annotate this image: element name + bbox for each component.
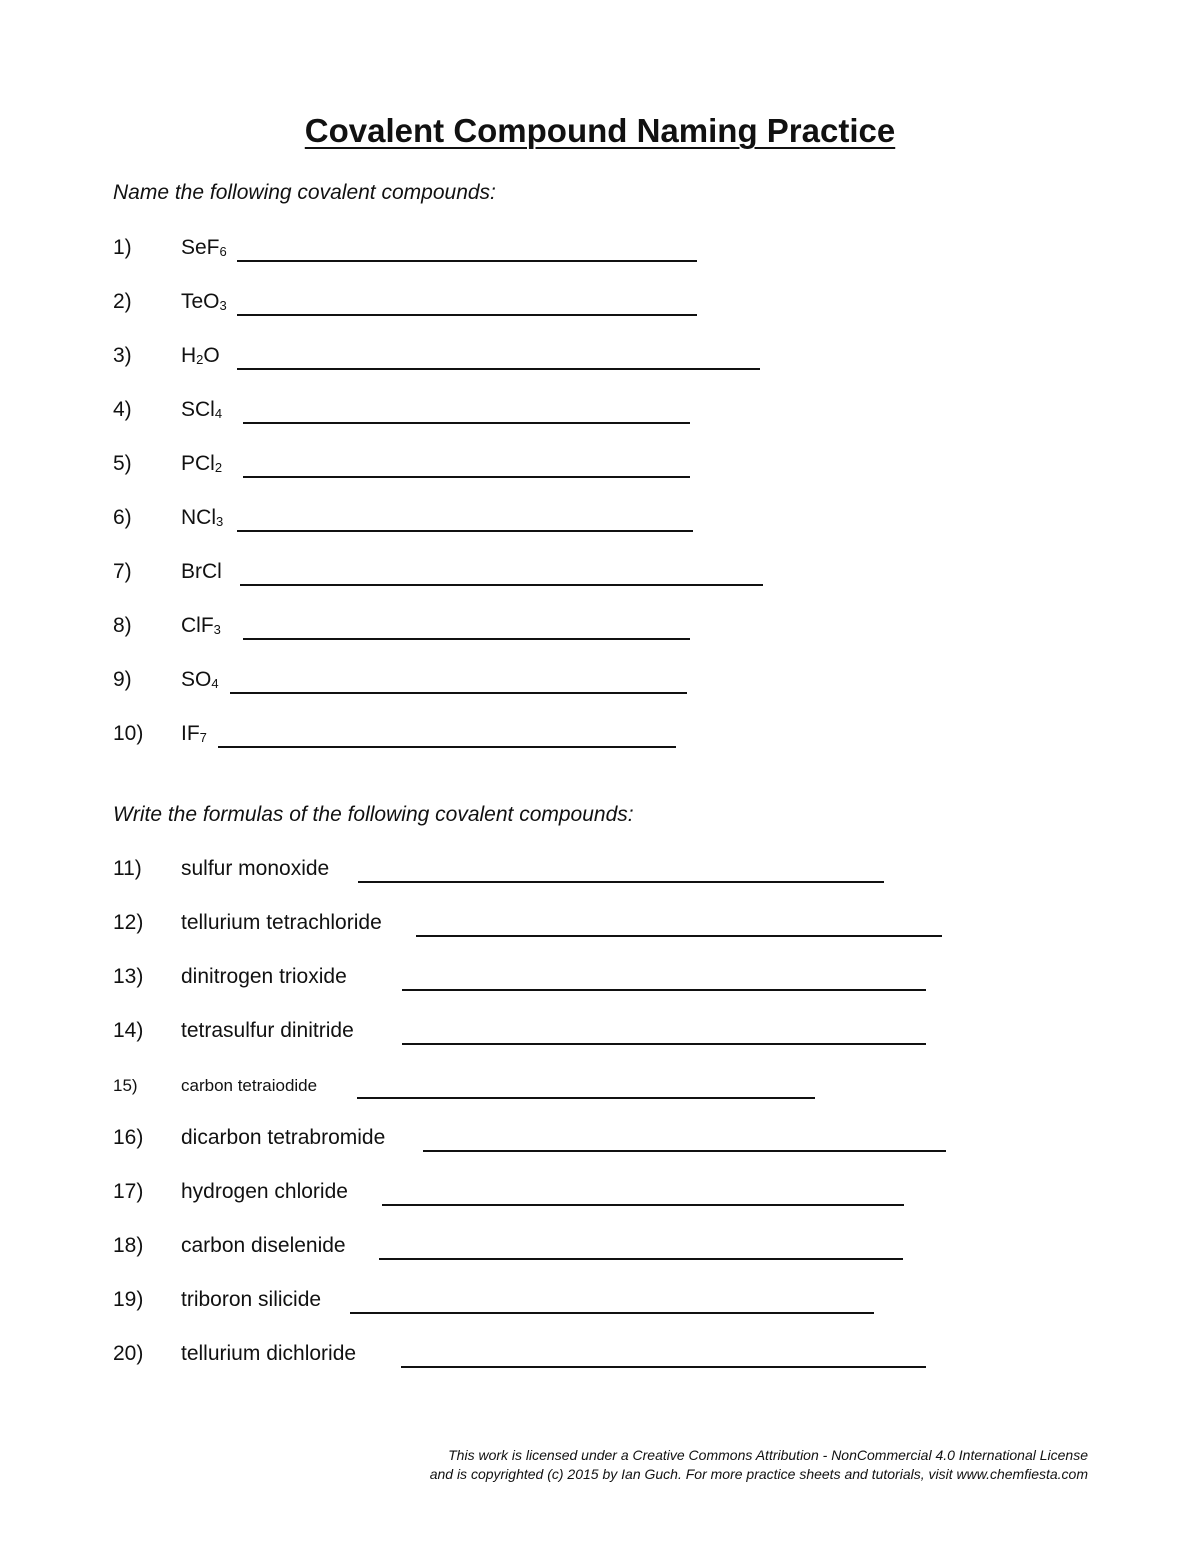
- question-row: [0, 614, 1200, 644]
- question-row: [0, 857, 1200, 887]
- formula: $IF_7$: [181, 722, 207, 745]
- question-row: [0, 1073, 1200, 1103]
- question-number: 19): [113, 1288, 144, 1311]
- question-number: 1): [113, 236, 132, 259]
- question-number: 17): [113, 1180, 144, 1203]
- answer-line[interactable]: [237, 368, 760, 370]
- question-row: [0, 344, 1200, 374]
- compound-name: triboron silicide: [181, 1288, 322, 1311]
- compound-name: tellurium dichloride: [181, 1342, 357, 1365]
- question-row: [0, 1342, 1200, 1372]
- question-number: 14): [113, 1019, 144, 1042]
- question-row: [0, 506, 1200, 536]
- answer-line[interactable]: [382, 1204, 904, 1206]
- formula: NCl$_3$: [181, 506, 224, 529]
- answer-line[interactable]: [402, 1043, 926, 1045]
- question-row: [0, 398, 1200, 428]
- answer-line[interactable]: [416, 935, 942, 937]
- formula: SCl$_4$: [181, 398, 223, 421]
- compound-name: tetrasulfur dinitride: [181, 1019, 354, 1042]
- question-number: 7): [113, 560, 132, 583]
- compound-name: sulfur monoxide: [181, 857, 330, 880]
- license-line-1: This work is licensed under a Creative Commons Attribution - NonCommercial 4.0 International License: [448, 1447, 1088, 1463]
- question-number: 18): [113, 1234, 144, 1257]
- formula: SeF$_6$: [181, 236, 227, 259]
- question-row: [0, 1019, 1200, 1049]
- question-row: [0, 668, 1200, 698]
- compound-name: dinitrogen trioxide: [181, 965, 347, 988]
- answer-line[interactable]: [218, 746, 676, 748]
- license-notice: [430, 1446, 1088, 1484]
- formula: TeO$_3$: [181, 290, 227, 313]
- answer-line[interactable]: [357, 1097, 815, 1099]
- answer-line[interactable]: [230, 692, 687, 694]
- question-row: [0, 1234, 1200, 1264]
- question-number: 9): [113, 668, 132, 691]
- question-number: 5): [113, 452, 132, 475]
- question-number: 13): [113, 965, 144, 988]
- formula: $H_2O$: [181, 344, 220, 367]
- question-number: 15): [113, 1076, 138, 1095]
- compound-name: hydrogen chloride: [181, 1180, 348, 1203]
- question-number: 11): [113, 857, 142, 880]
- compound-name: tellurium tetrachloride: [181, 911, 382, 934]
- question-row: [0, 452, 1200, 482]
- page-title: Covalent Compound Naming Practice: [304, 112, 896, 149]
- answer-line[interactable]: [243, 476, 690, 478]
- answer-line[interactable]: [401, 1366, 926, 1368]
- answer-line[interactable]: [402, 989, 926, 991]
- answer-line[interactable]: [350, 1312, 874, 1314]
- question-number: 3): [113, 344, 132, 367]
- answer-line[interactable]: [237, 530, 693, 532]
- answer-line[interactable]: [243, 638, 690, 640]
- formula: $SO_4$: [181, 668, 219, 691]
- question-row: [0, 1180, 1200, 1210]
- question-row: [0, 560, 1200, 590]
- answer-line[interactable]: [243, 422, 690, 424]
- question-row: [0, 1288, 1200, 1318]
- answer-line[interactable]: [358, 881, 884, 883]
- question-row: [0, 290, 1200, 320]
- answer-line[interactable]: [423, 1150, 946, 1152]
- question-number: 2): [113, 290, 132, 313]
- compound-name: carbon diselenide: [181, 1234, 346, 1257]
- formula: BrCl: [181, 560, 222, 583]
- question-number: 20): [113, 1342, 144, 1365]
- question-number: 16): [113, 1126, 144, 1149]
- answer-line[interactable]: [379, 1258, 903, 1260]
- section1-instruction: Name the following covalent compounds:: [113, 181, 496, 204]
- question-row: [0, 911, 1200, 941]
- formula: ClF$_3$: [181, 614, 221, 637]
- compound-name: dicarbon tetrabromide: [181, 1126, 386, 1149]
- answer-line[interactable]: [240, 584, 763, 586]
- question-row: [0, 1126, 1200, 1156]
- formula: PCl$_2$: [181, 452, 223, 475]
- answer-line[interactable]: [237, 260, 697, 262]
- question-number: 8): [113, 614, 132, 637]
- question-row: [0, 722, 1200, 752]
- question-number: 10): [113, 722, 144, 745]
- question-row: [0, 236, 1200, 266]
- license-line-2: and is copyrighted (c) 2015 by Ian Guch. For more practice sheets and tutorials, visit www.chemfiesta.com: [429, 1466, 1088, 1482]
- question-number: 4): [113, 398, 132, 421]
- question-number: 12): [113, 911, 144, 934]
- question-row: [0, 965, 1200, 995]
- compound-name: carbon tetraiodide: [181, 1076, 318, 1095]
- section2-instruction: Write the formulas of the following covalent compounds:: [113, 803, 634, 826]
- question-number: 6): [113, 506, 132, 529]
- answer-line[interactable]: [237, 314, 697, 316]
